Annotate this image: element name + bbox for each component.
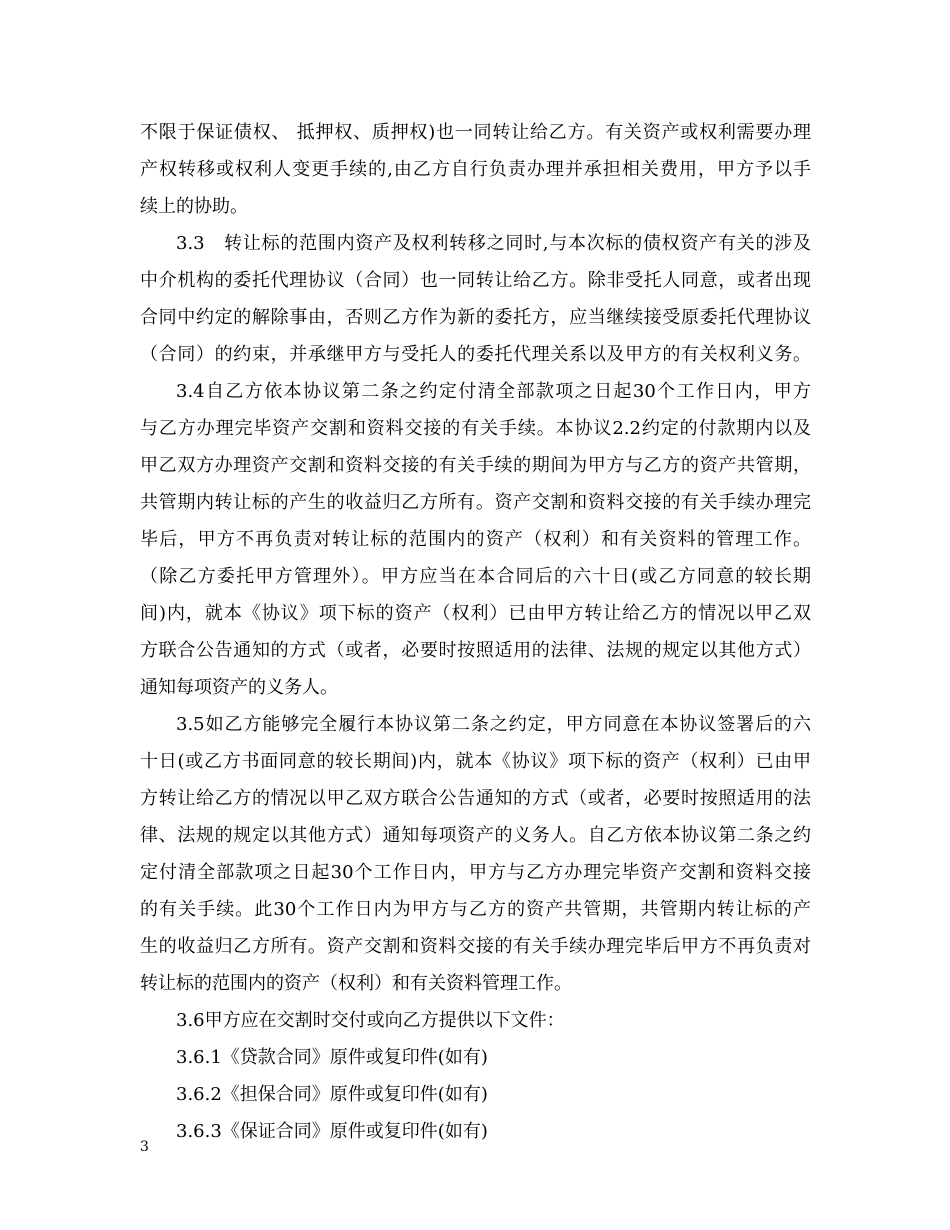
text-line: 合同中约定的解除事由，否则乙方作为新的委托方，应当继续接受原委托代理协议: [140, 307, 811, 328]
text-line: 3.3 转让标的范围内资产及权利转移之同时,与本次标的债权资产有关的涉及: [176, 233, 811, 254]
text-line: 不限于保证债权、 抵押权、质押权)也一同转让给乙方。有关资产或权利需要办理: [140, 122, 811, 143]
text-line: 续上的协助。: [140, 196, 248, 217]
text-line: （合同）的约束，并承继甲方与受托人的委托代理关系以及甲方的有关权利义务。: [140, 344, 811, 365]
text-line: 间)内，就本《协议》项下标的资产（权利）已由甲方转让给乙方的情况以甲乙双: [140, 603, 811, 624]
text-line: 3.6.3《保证合同》原件或复印件(如有): [176, 1121, 488, 1142]
text-line: 产权转移或权利人变更手续的,由乙方自行负责办理并承担相关费用，甲方予以手: [140, 159, 811, 180]
text-line: 律、法规的规定以其他方式）通知每项资产的义务人。自乙方依本协议第二条之约: [140, 825, 811, 846]
text-line: 毕后，甲方不再负责对转让标的范围内的资产（权利）和有关资料的管理工作。: [140, 529, 811, 550]
text-line: （除乙方委托甲方管理外）。甲方应当在本合同后的六十日(或乙方同意的较长期: [140, 566, 811, 587]
text-line: 3.6甲方应在交割时交付或向乙方提供以下文件：: [176, 1010, 565, 1031]
text-line: 的有关手续。此30个工作日内为甲方与乙方的资产共管期，共管期内转让标的产: [140, 899, 811, 920]
text-line: 通知每项资产的义务人。: [140, 677, 338, 698]
text-line: 定付清全部款项之日起30个工作日内，甲方与乙方办理完毕资产交割和资料交接: [140, 862, 811, 883]
text-line: 与乙方办理完毕资产交割和资料交接的有关手续。本协议2.2约定的付款期内以及: [140, 418, 811, 439]
text-line: 生的收益归乙方所有。资产交割和资料交接的有关手续办理完毕后甲方不再负责对: [140, 936, 811, 957]
text-line: 十日(或乙方书面同意的较长期间)内，就本《协议》项下标的资产（权利）已由甲: [140, 751, 811, 772]
text-line: 方联合公告通知的方式（或者，必要时按照适用的法律、法规的规定以其他方式）: [140, 640, 811, 661]
document-body: [140, 114, 811, 1150]
page-number: 3: [140, 1139, 149, 1155]
text-line: 3.4自乙方依本协议第二条之约定付清全部款项之日起30个工作日内，甲方: [176, 381, 811, 402]
text-line: 中介机构的委托代理协议（合同）也一同转让给乙方。除非受托人同意，或者出现: [140, 270, 811, 291]
text-line: 3.6.2《担保合同》原件或复印件(如有): [176, 1084, 488, 1105]
text-line: 3.6.1《贷款合同》原件或复印件(如有): [176, 1047, 488, 1068]
text-line: 方转让给乙方的情况以甲乙双方联合公告通知的方式（或者，必要时按照适用的法: [140, 788, 811, 809]
text-line: 甲乙双方办理资产交割和资料交接的有关手续的期间为甲方与乙方的资产共管期，: [140, 455, 811, 476]
text-line: 共管期内转让标的产生的收益归乙方所有。资产交割和资料交接的有关手续办理完: [140, 492, 811, 513]
text-line: 转让标的范围内的资产（权利）和有关资料管理工作。: [140, 973, 572, 994]
text-line: 3.5如乙方能够完全履行本协议第二条之约定，甲方同意在本协议签署后的六: [176, 714, 811, 735]
